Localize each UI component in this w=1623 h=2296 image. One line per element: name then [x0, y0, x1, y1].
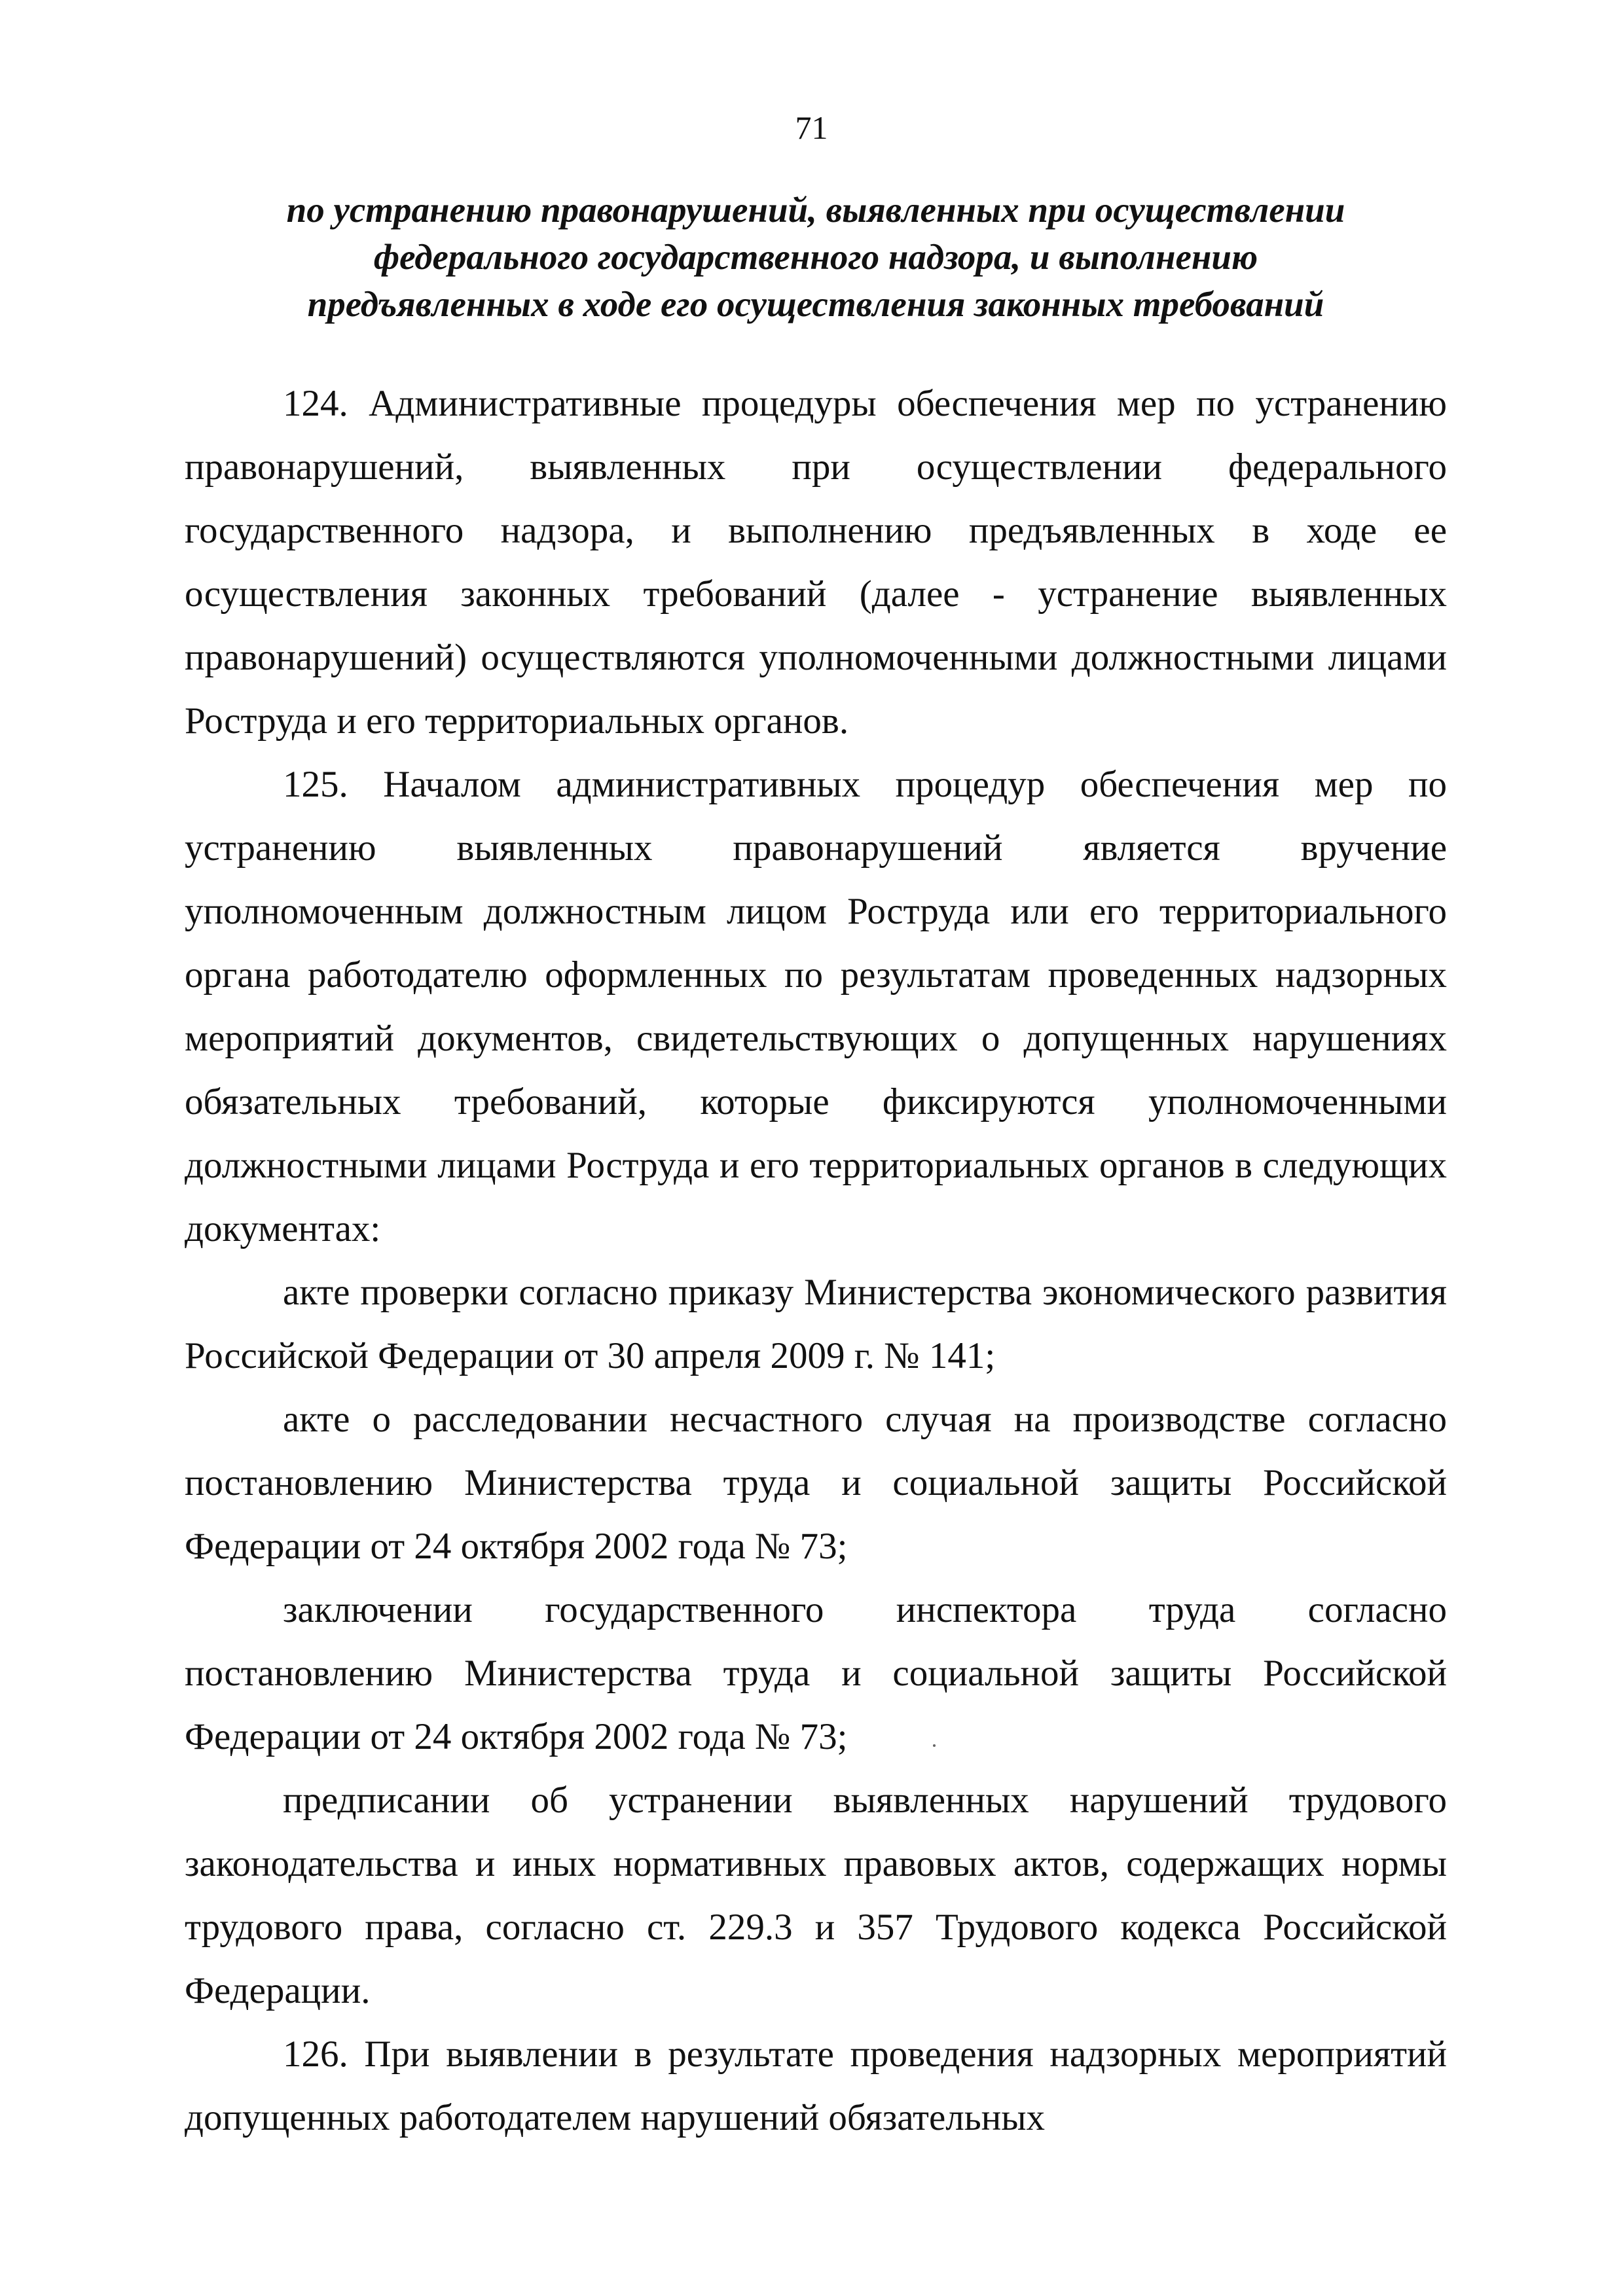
- document-body: [185, 372, 1447, 2149]
- list-item-accident-act: акте о расследовании несчастного случая на производстве согласно постановлению Министерства труда и социальной защиты Российской Федерации от 24 октября 2002 года № 73;: [185, 1399, 1447, 1567]
- page-number: 71: [795, 109, 828, 146]
- list-item-inspection-act: акте проверки согласно приказу Министерства экономического развития Российской Федерации от 30 апреля 2009 г. № 141;: [185, 1272, 1447, 1376]
- scan-speck: [933, 1744, 936, 1747]
- heading-line-3: предъявленных в ходе его осуществления законных требований: [307, 284, 1324, 324]
- list-item-prescription: предписании об устранении выявленных нарушений трудового законодательства и иных нормативных правовых актов, содержащих нормы трудового права, согласно ст. 229.3 и 357 Трудового кодекса Российской Федерации.: [185, 1780, 1447, 2011]
- section-heading: [185, 187, 1447, 328]
- paragraph-124: 124. Административные процедуры обеспечения мер по устранению правонарушений, выявленных при осуществлении федерального государственного надзора, и выполнению предъявленных в ходе ее осуществления законных требований (далее - устранение выявленных правонарушений) осуществляются уполномоченными должностными лицами Роструда и его территориальных органов.: [185, 383, 1447, 742]
- heading-line-1: по устранению правонарушений, выявленных при осуществлении: [286, 190, 1345, 230]
- paragraph-125: 125. Началом административных процедур обеспечения мер по устранению выявленных правонарушений является вручение уполномоченным должностным лицом Роструда или его территориального органа работодателю оформленных по результатам проведенных надзорных мероприятий документов, свидетельствующих о допущенных нарушениях обязательных требований, которые фиксируются уполномоченными должностными лицами Роструда и его территориальных органов в следующих документах:: [185, 764, 1447, 1249]
- list-item-inspector-conclusion: заключении государственного инспектора труда согласно постановлению Министерства труда и социальной защиты Российской Федерации от 24 октября 2002 года № 73;: [185, 1589, 1447, 1757]
- paragraph-126: 126. При выявлении в результате проведения надзорных мероприятий допущенных работодателем нарушений обязательных: [185, 2034, 1447, 2138]
- heading-line-2: федерального государственного надзора, и выполнению: [373, 237, 1258, 277]
